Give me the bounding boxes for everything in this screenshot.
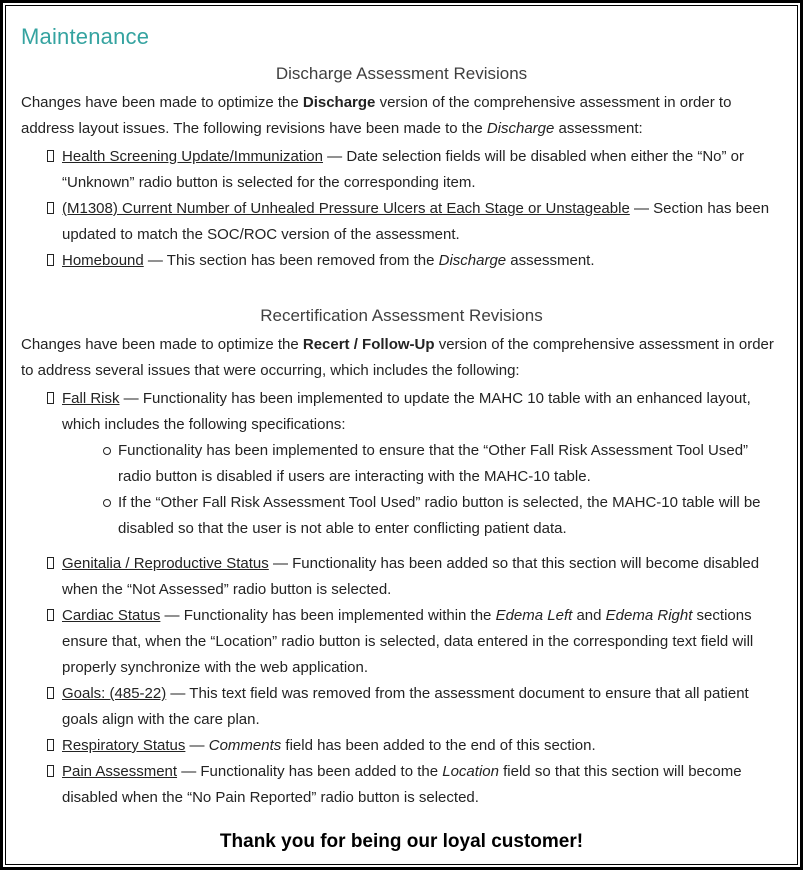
section-heading-discharge: Discharge Assessment Revisions — [275, 64, 528, 83]
circle-bullet-icon — [103, 499, 111, 507]
text-segment: assessment: — [554, 120, 643, 137]
list-item — [21, 681, 782, 733]
list-item — [21, 438, 782, 490]
text-segment: Pain Assessment — [62, 763, 178, 780]
list-item-text — [62, 386, 782, 438]
text-segment: Changes have been made to optimize the — [21, 94, 303, 111]
section-discharge — [21, 64, 782, 274]
text-segment: Discharge — [302, 94, 376, 111]
list-item — [21, 603, 782, 681]
text-segment: Discharge — [486, 120, 555, 137]
text-segment: version of the comprehensive assessment in order to address layout issues. The following revisions have been made to the — [21, 94, 732, 137]
list-item-text — [62, 733, 782, 759]
box-bullet-icon — [47, 609, 54, 621]
document-inner-border — [5, 5, 798, 865]
section-intro-discharge — [21, 90, 782, 142]
box-bullet-icon — [47, 254, 54, 266]
text-segment: Changes have been made to optimize the — [21, 336, 303, 353]
list-item — [21, 248, 782, 274]
text-segment: Recert / Follow-Up — [302, 336, 435, 353]
text-segment: version of the comprehensive assessment in order to address several issues that were occurring, which includes the following: — [21, 336, 774, 379]
list-item — [21, 196, 782, 248]
box-bullet-icon — [47, 202, 54, 214]
text-segment: Comments — [208, 737, 282, 754]
list-item-text — [62, 603, 782, 681]
text-segment: field has been added to the end of this section. — [281, 737, 596, 754]
list-item — [21, 144, 782, 196]
box-bullet-icon — [47, 557, 54, 569]
text-segment: — Date selection fields will be disabled when either the “No” or “Unknown” radio button is selected for the corresponding item. — [62, 148, 745, 191]
text-segment: Location — [442, 763, 499, 780]
section-intro-recertification — [21, 332, 782, 384]
list-item — [21, 490, 782, 542]
text-segment: — — [185, 737, 209, 754]
box-bullet-icon — [47, 150, 54, 162]
text-segment: — Section has been updated to match the SOC/ROC version of the assessment. — [62, 200, 770, 243]
box-bullet-icon — [47, 739, 54, 751]
list-item-text — [62, 248, 782, 274]
list-item — [21, 733, 782, 759]
list-item-text — [62, 681, 782, 733]
text-segment: — Functionality has been added so that this section will become disabled when the “Not Assessed” radio button is selected. — [62, 555, 760, 598]
text-segment: sections ensure that, when the “Location” radio button is selected, data entered in the corresponding text field will properly synchronize with the web application. — [62, 607, 754, 676]
list-item — [21, 759, 782, 811]
list-item-text — [62, 759, 782, 811]
list-item — [21, 551, 782, 603]
box-bullet-icon — [47, 687, 54, 699]
text-segment: — This text field was removed from the assessment document to ensure that all patient goals align with the care plan. — [62, 685, 749, 728]
text-segment: Health Screening Update/Immunization — [62, 148, 323, 165]
list-item-text — [118, 438, 782, 490]
section-heading-recertification: Recertification Assessment Revisions — [260, 306, 543, 325]
bullet-list-recertification — [21, 386, 782, 811]
text-segment: Cardiac Status — [62, 607, 161, 624]
circle-bullet-icon — [103, 447, 111, 455]
text-segment: and — [572, 607, 606, 624]
text-segment: Fall Risk — [62, 390, 120, 407]
text-segment: Homebound — [62, 252, 144, 269]
text-segment: Discharge — [438, 252, 507, 269]
section-recertification — [21, 306, 782, 811]
text-segment: Genitalia / Reproductive Status — [62, 555, 269, 572]
text-segment: Edema Right — [605, 607, 693, 624]
text-segment: — Functionality has been added to the — [177, 763, 443, 780]
text-segment: assessment. — [506, 252, 595, 269]
bullet-list-discharge — [21, 144, 782, 274]
list-item — [21, 386, 782, 438]
box-bullet-icon — [47, 765, 54, 777]
text-segment: field so that this section will become disabled when the “No Pain Reported” radio button is selected. — [62, 763, 742, 806]
text-segment: Respiratory Status — [62, 737, 186, 754]
list-item-text — [62, 144, 782, 196]
box-bullet-icon — [47, 392, 54, 404]
text-segment: — Functionality has been implemented within the — [160, 607, 496, 624]
text-segment: — This section has been removed from the — [143, 252, 439, 269]
text-segment: — Functionality has been implemented to update the MAHC 10 table with an enhanced layout, which includes the following specifications: — [62, 390, 751, 433]
text-segment: Functionality has been implemented to ensure that the “Other Fall Risk Assessment Tool Used” radio button is disabled if users are interacting with the MAHC-10 table. — [118, 442, 749, 485]
list-item-text — [118, 490, 782, 542]
page-title: Maintenance — [21, 24, 150, 49]
list-item-text — [62, 551, 782, 603]
text-segment: If the “Other Fall Risk Assessment Tool Used” radio button is selected, the MAHC-10 table will be disabled so that the user is not able to enter conflicting patient data. — [118, 494, 761, 537]
text-segment: Edema Left — [495, 607, 573, 624]
footer-message: Thank you for being our loyal customer! — [219, 831, 584, 852]
list-item-text — [62, 196, 782, 248]
text-segment: (M1308) Current Number of Unhealed Pressure Ulcers at Each Stage or Unstageable — [62, 200, 630, 217]
text-segment: Goals: (485-22) — [62, 685, 167, 702]
